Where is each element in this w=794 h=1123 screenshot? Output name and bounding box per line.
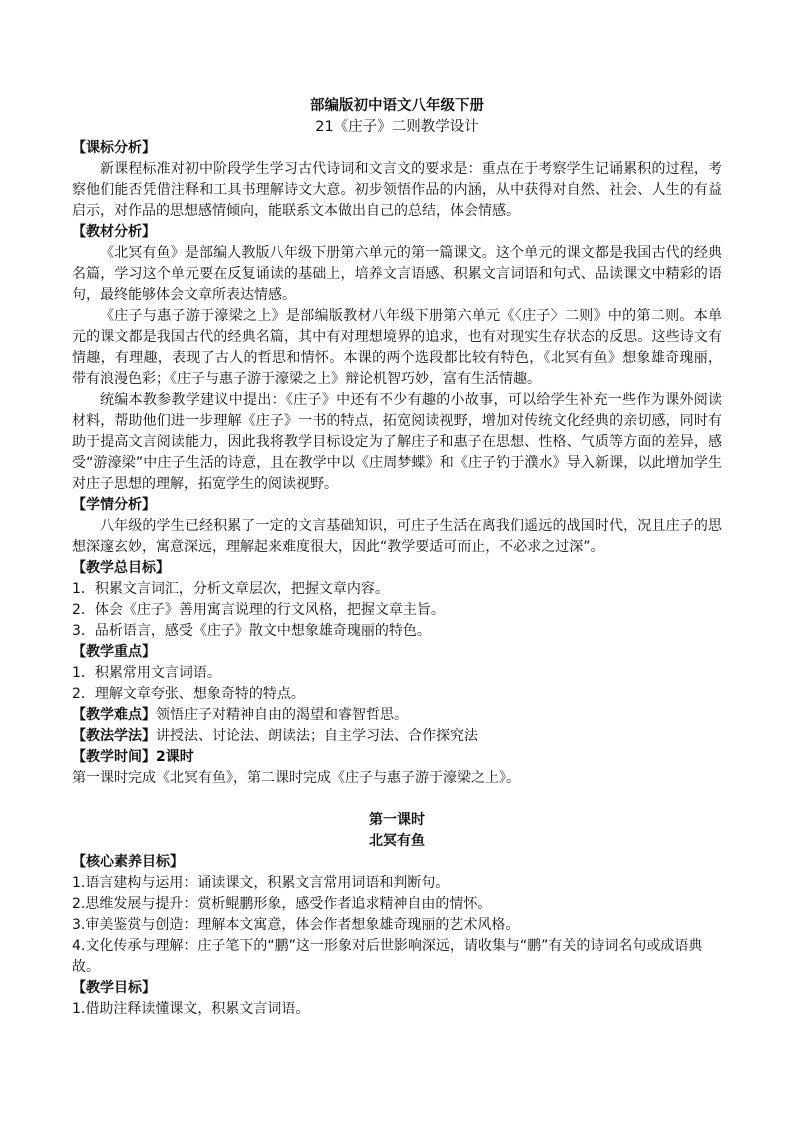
spacer <box>72 789 722 810</box>
paragraph-kebiao: 新课程标准对初中阶段学生学习古代诗词和文言文的要求是：重点在于考察学生记诵累积的过程，考察他们能否凭借注释和工具书理解诗文大意。初步领悟作品的内涵，从中获得对自然、社会、人生的有益启示，对作品的思想感情倾向，能联系文本做出自己的总结，体会情感。 <box>72 161 722 219</box>
list-item: 1.借助注释读懂课文，积累文言词语。 <box>72 1001 310 1017</box>
section-heading-nandian: 【教学难点】 <box>72 707 156 723</box>
list-item: 1．积累文言词汇，分析文章层次，把握文章内容。 <box>72 581 389 597</box>
paragraph-xueqing: 八年级的学生已经积累了一定的文言基础知识，可庄子生活在离我们遥远的战国时代，况且庄子的思想深邃玄妙，寓意深远，理解起来难度很大，因此“教学要适可而止，不必求之过深”。 <box>72 518 722 555</box>
list-item: 2．体会《庄子》善用寓言说理的行文风格，把握文章主旨。 <box>72 602 445 618</box>
list-item: 3．品析语言，感受《庄子》散文中想象雄奇瑰丽的特色。 <box>72 623 431 639</box>
jiaofa-text: 讲授法、讨论法、朗读法；自主学习法、合作探究法 <box>156 728 478 744</box>
list-item: 1．积累常用文言词语。 <box>72 665 221 681</box>
lesson-subtitle: 北冥有鱼 <box>369 833 425 849</box>
section-heading-xueqing: 【学情分析】 <box>72 497 156 513</box>
lesson-title: 第一课时 <box>369 812 425 828</box>
doc-title: 部编版初中语文八年级下册 <box>310 98 484 114</box>
section-heading-zhongdian: 【教学重点】 <box>72 644 156 660</box>
shijian-line <box>72 747 722 768</box>
section-heading-kebiao: 【课标分析】 <box>72 140 156 156</box>
paragraph-jiaocai-3: 统编本教参教学建议中提出：《庄子》中还有不少有趣的小故事，可以给学生补充一些作为课外阅读材料，帮助他们进一步理解《庄子》一书的特点，拓宽阅读视野，增加对传统文化经典的亲切感，同时有助于提高文言阅读能力，因此我将教学目标设定为了解庄子和惠子在思想、性格、气质等方面的差异，感受“游濠梁”中庄子生活的诗意，且在教学中以《庄周梦蝶》和《庄子钓于濮水》导入新课，以此增加学生对庄子思想的理解，拓宽学生的阅读视野。 <box>72 392 722 492</box>
list-item: 3.审美鉴赏与创造：理解本文寓意，体会作者想象雄奇瑰丽的艺术风格。 <box>72 917 520 933</box>
nandian-text: 领悟庄子对精神自由的渴望和睿智哲思。 <box>156 707 408 723</box>
jiaofa-line <box>72 726 722 747</box>
list-item: 4.文化传承与理解：庄子笔下的“鹏”这一形象对后世影响深远，请收集与“鹏”有关的诗词名句或成语典故。 <box>72 938 703 975</box>
section-heading-jiaocai: 【教材分析】 <box>72 224 156 240</box>
section-heading-suyang: 【核心素养目标】 <box>72 854 184 870</box>
document-content <box>72 96 722 1020</box>
shijian-detail: 第一课时完成《北冥有鱼》，第二课时完成《庄子与惠子游于濠梁之上》。 <box>72 770 520 786</box>
paragraph-jiaocai-1: 《北冥有鱼》是部编人教版八年级下册第六单元的第一篇课文。这个单元的课文都是我国古代的经典名篇，学习这个单元要在反复诵读的基础上，培养文言语感、积累文言词语和句式、品读课文中精彩的语句，最终能够体会文章所表达情感。 <box>72 245 722 303</box>
nandian-line <box>72 705 722 726</box>
shijian-text: 2课时 <box>156 749 194 765</box>
section-heading-shijian: 【教学时间】 <box>72 749 156 765</box>
section-heading-jiaofa: 【教法学法】 <box>72 728 156 744</box>
section-heading-mubiao: 【教学目标】 <box>72 980 156 996</box>
list-item: 1.语言建构与运用：诵读课文，积累文言常用词语和判断句。 <box>72 875 450 891</box>
list-item: 2．理解文章夸张、想象奇特的特点。 <box>72 686 305 702</box>
list-item: 2.思维发展与提升：赏析鲲鹏形象，感受作者追求精神自由的情怀。 <box>72 896 492 912</box>
section-heading-zongmubiao: 【教学总目标】 <box>72 560 170 576</box>
paragraph-jiaocai-2: 《庄子与惠子游于濠梁之上》是部编版教材八年级下册第六单元《〈庄子〉二则》中的第二则。本单元的课文都是我国古代的经典名篇，其中有对理想境界的追求，也有对现实生存状态的反思。这些诗文有情趣，有理趣，表现了古人的哲思和情怀。本课的两个选段都比较有特色，《北冥有鱼》想象雄奇瑰丽，带有浪漫色彩；《庄子与惠子游于濠梁之上》辩论机智巧妙，富有生活情趣。 <box>72 308 722 387</box>
doc-subtitle: 21《庄子》二则教学设计 <box>315 119 479 135</box>
